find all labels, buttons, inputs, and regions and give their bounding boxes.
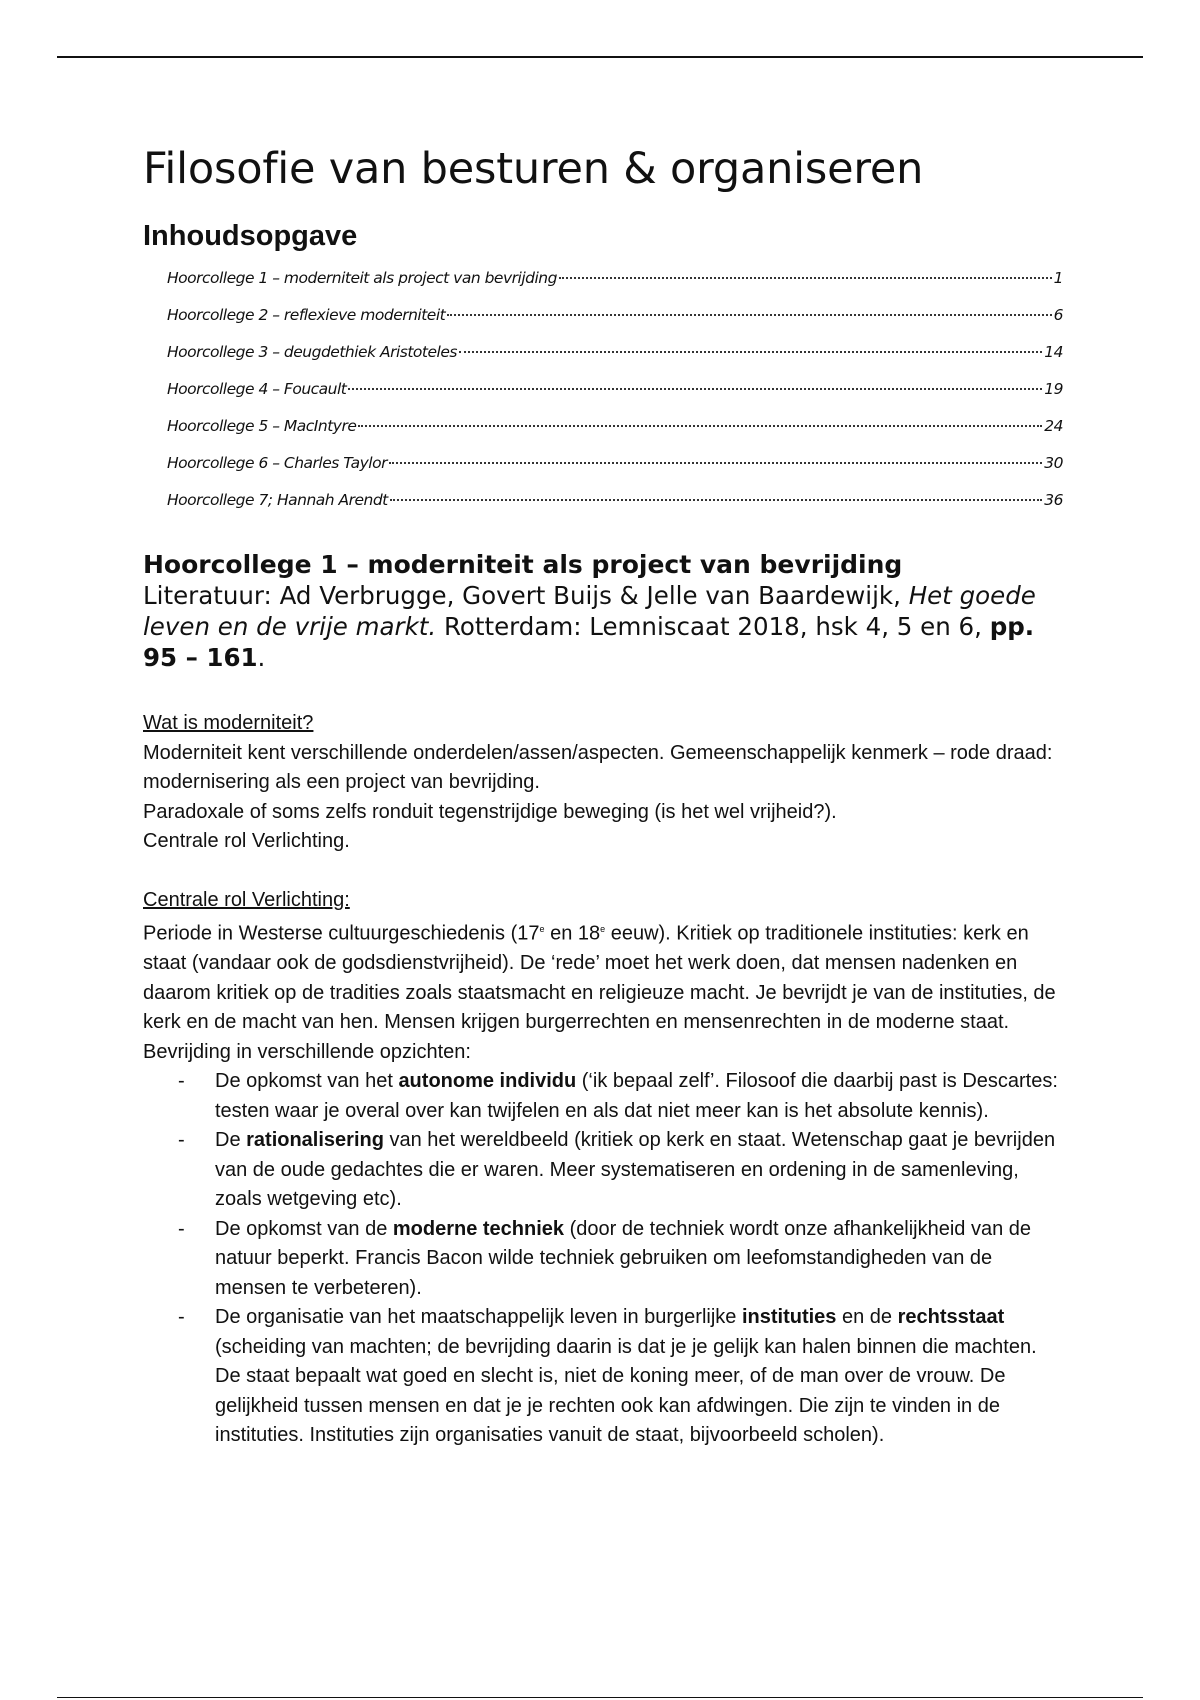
list-emphasis: autonome individu bbox=[398, 1070, 577, 1093]
toc-entry-label: Hoorcollege 6 – Charles Taylor bbox=[167, 454, 387, 472]
toc-entry-page: 24 bbox=[1044, 417, 1063, 435]
list-text: De opkomst van het bbox=[215, 1070, 399, 1093]
list-emphasis: moderne techniek bbox=[392, 1217, 565, 1240]
list-text: (‘ik bepaal zelf’. Filosoof die daarbij past is Descartes: testen waar je overal over kan twijfelen en als dat niet meer kan is het absolute kennis). bbox=[215, 1070, 1058, 1122]
toc-leader bbox=[447, 314, 1051, 316]
toc-leader bbox=[559, 277, 1052, 279]
literature-publisher: Rotterdam: Lemniscaat 2018, hsk 4, 5 en 6, bbox=[436, 612, 990, 641]
toc-entry-page: 19 bbox=[1044, 380, 1063, 398]
toc-entry[interactable] bbox=[167, 371, 1063, 408]
table-of-contents bbox=[143, 260, 1063, 519]
paragraph-text: eeuw). Kritiek op traditionele instituties: kerk en staat (vandaar ook de godsdienstvrijheid). De ‘rede’ moet het werk doen, dat mensen nadenken en daarom kritiek op de tradities zoals staatsmacht en religieuze macht. Je bevrijdt je van de instituties, de kerk en de macht van hen. Mensen krijgen burgerrechten en mensenrechten in de moderne staat. bbox=[143, 922, 1056, 1034]
list-item bbox=[178, 1067, 1063, 1126]
toc-entry-page: 30 bbox=[1044, 454, 1063, 472]
list-text: De organisatie van het maatschappelijk leven in burgerlijke bbox=[215, 1306, 742, 1329]
literature-pages: pp. 95 – 161 bbox=[143, 612, 1035, 672]
list-emphasis: rationalisering bbox=[246, 1129, 384, 1152]
book-title: Het goede leven en de vrije markt. bbox=[143, 581, 1036, 641]
toc-entry-label: Hoorcollege 1 – moderniteit als project van bevrijding bbox=[167, 269, 557, 287]
lecture-heading: Hoorcollege 1 – moderniteit als project van bevrijding bbox=[143, 550, 903, 579]
section-heading-verlichting: Centrale rol Verlichting: bbox=[143, 888, 350, 911]
toc-leader bbox=[390, 499, 1043, 501]
literature-reference bbox=[143, 580, 1063, 673]
list-text: (door de techniek wordt onze afhankelijkheid van de natuur beperkt. Francis Bacon wilde techniek gebruiken om leefomstandigheden van de mensen te verbeteren). bbox=[215, 1217, 1032, 1299]
list-emphasis: instituties bbox=[741, 1306, 837, 1329]
literature-end: . bbox=[257, 643, 266, 672]
list-text: van het wereldbeeld (kritiek op kerk en staat. Wetenschap gaat je bevrijden van de oude gedachtes die er waren. Meer systematiseren en ordening in de samenleving, zoals wetgeving etc). bbox=[215, 1129, 1056, 1211]
list-text: De bbox=[215, 1129, 247, 1152]
header-rule bbox=[57, 56, 1143, 58]
toc-leader bbox=[358, 425, 1042, 427]
toc-entry[interactable] bbox=[167, 408, 1063, 445]
list-item bbox=[178, 1303, 1063, 1451]
toc-entry-label: Hoorcollege 3 – deugdethiek Aristoteles bbox=[167, 343, 457, 361]
toc-entry[interactable] bbox=[167, 260, 1063, 297]
list-item bbox=[178, 1215, 1063, 1304]
document-title: Filosofie van besturen & organiseren bbox=[143, 144, 924, 194]
list-item bbox=[178, 1126, 1063, 1215]
bullet-marker: - bbox=[178, 1129, 185, 1152]
toc-entry[interactable] bbox=[167, 334, 1063, 371]
footer-rule bbox=[57, 1697, 1143, 1698]
document-page bbox=[143, 138, 1063, 1451]
toc-entry-label: Hoorcollege 4 – Foucault bbox=[167, 380, 347, 398]
toc-leader bbox=[389, 462, 1042, 464]
list-text: (scheiding van machten; de bevrijding daarin is dat je je gelijk kan halen binnen die machten. De staat bepaalt wat goed en slecht is, niet de koning meer, of de man over de vrouw. De gelijkheid tussen mensen en dat je je rechten ook kan afdwingen. Die zijn te vinden in de instituties. Instituties zijn organisaties vanuit de staat, bijvoorbeeld scholen). bbox=[215, 1335, 1037, 1447]
bullet-marker: - bbox=[178, 1217, 185, 1240]
bullet-intro: Bevrijding in verschillende opzichten: bbox=[143, 1040, 471, 1063]
superscript: e bbox=[600, 924, 606, 934]
toc-entry[interactable] bbox=[167, 445, 1063, 482]
toc-entry-label: Hoorcollege 7; Hannah Arendt bbox=[167, 491, 388, 509]
list-emphasis: rechtsstaat bbox=[897, 1306, 1005, 1329]
bullet-marker: - bbox=[178, 1306, 185, 1329]
toc-entry[interactable] bbox=[167, 482, 1063, 519]
superscript: e bbox=[539, 924, 545, 934]
toc-leader bbox=[459, 351, 1042, 353]
toc-entry-page: 14 bbox=[1044, 343, 1063, 361]
toc-entry-label: Hoorcollege 5 – MacIntyre bbox=[167, 417, 357, 435]
paragraph-text: en 18 bbox=[544, 922, 601, 945]
toc-entry-page: 6 bbox=[1053, 306, 1063, 324]
toc-entry-label: Hoorcollege 2 – reflexieve moderniteit bbox=[167, 306, 446, 324]
paragraph: Paradoxale of soms zelfs ronduit tegenstrijdige beweging (is het wel vrijheid?). bbox=[143, 800, 837, 823]
bullet-marker: - bbox=[178, 1070, 185, 1093]
literature-prefix: Literatuur: Ad Verbrugge, Govert Buijs & Jelle van Baardewijk, bbox=[143, 581, 909, 610]
paragraph-verlichting bbox=[143, 915, 1063, 1038]
paragraph-text: Periode in Westerse cultuurgeschiedenis (17 bbox=[143, 922, 540, 945]
toc-leader bbox=[348, 388, 1042, 390]
toc-entry-page: 36 bbox=[1044, 491, 1063, 509]
bullet-list bbox=[143, 1067, 1063, 1451]
section-heading-moderniteit: Wat is moderniteit? bbox=[143, 712, 314, 734]
toc-heading: Inhoudsopgave bbox=[143, 220, 358, 252]
list-text: De opkomst van de bbox=[215, 1217, 393, 1240]
paragraph: Centrale rol Verlichting. bbox=[143, 830, 350, 852]
paragraph: Moderniteit kent verschillende onderdelen/assen/aspecten. Gemeenschappelijk kenmerk – rode draad: modernisering als een project van bevrijding. bbox=[143, 741, 1053, 793]
toc-entry[interactable] bbox=[167, 297, 1063, 334]
list-text: en de bbox=[836, 1306, 898, 1329]
toc-entry-page: 1 bbox=[1053, 269, 1063, 287]
